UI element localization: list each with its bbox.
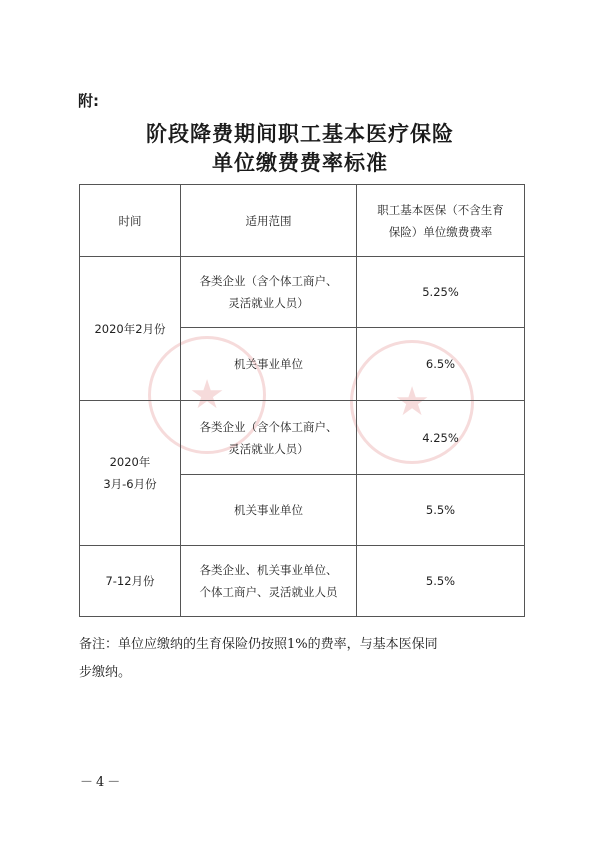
scope-cell-line1: 各类企业（含个体工商户、 — [199, 274, 338, 288]
rate-cell: 4.25% — [357, 401, 525, 475]
header-scope: 适用范围 — [181, 185, 357, 257]
contribution-rate-table — [79, 184, 525, 617]
time-cell — [80, 401, 181, 546]
time-cell: 7-12月份 — [80, 546, 181, 617]
remark-line1: 备注：单位应缴纳的生育保险仍按照1%的费率，与基本医保同 — [79, 637, 438, 652]
scope-cell-line2: 个体工商户、灵活就业人员 — [199, 585, 338, 599]
header-time: 时间 — [80, 185, 181, 257]
header-rate — [357, 185, 525, 257]
scope-cell-line2: 灵活就业人员） — [228, 441, 309, 456]
scope-cell — [181, 546, 357, 617]
page-number: －4－ — [80, 775, 124, 790]
rate-cell: 5.5% — [357, 475, 525, 546]
rate-cell: 5.25% — [357, 257, 525, 328]
time-cell-line2: 3月-6月份 — [103, 477, 157, 491]
table-row — [80, 401, 525, 475]
scope-cell-line1: 各类企业、机关事业单位、 — [199, 563, 338, 577]
document-title-line1: 阶段降费期间职工基本医疗保险 — [146, 121, 454, 146]
seal-star-icon: ★ — [394, 379, 430, 425]
table-row — [80, 546, 525, 617]
document-title-line2: 单位缴费费率标准 — [212, 150, 388, 175]
scope-cell — [181, 401, 357, 475]
remark-line2: 步缴纳。 — [79, 665, 132, 680]
time-cell-line1: 2020年2月份 — [94, 321, 166, 336]
time-cell-line1: 2020年 — [109, 455, 151, 469]
rate-cell: 6.5% — [357, 328, 525, 401]
scope-cell-line1: 各类企业（含个体工商户、 — [199, 419, 338, 434]
seal-star-icon: ★ — [189, 372, 225, 418]
header-rate-line1: 职工基本医保（不含生育 — [377, 202, 504, 217]
scope-cell: 机关事业单位 — [181, 328, 357, 401]
scope-cell: 机关事业单位 — [181, 475, 357, 546]
scope-cell — [181, 257, 357, 328]
time-cell — [80, 257, 181, 401]
header-rate-line2: 保险）单位缴费费率 — [388, 224, 493, 239]
rate-cell: 5.5% — [357, 546, 525, 617]
remark-note — [79, 631, 525, 687]
scope-cell-line2: 灵活就业人员） — [228, 296, 309, 310]
table-header-row — [80, 185, 525, 257]
attachment-label: 附: — [78, 92, 99, 110]
table-row — [80, 257, 525, 328]
